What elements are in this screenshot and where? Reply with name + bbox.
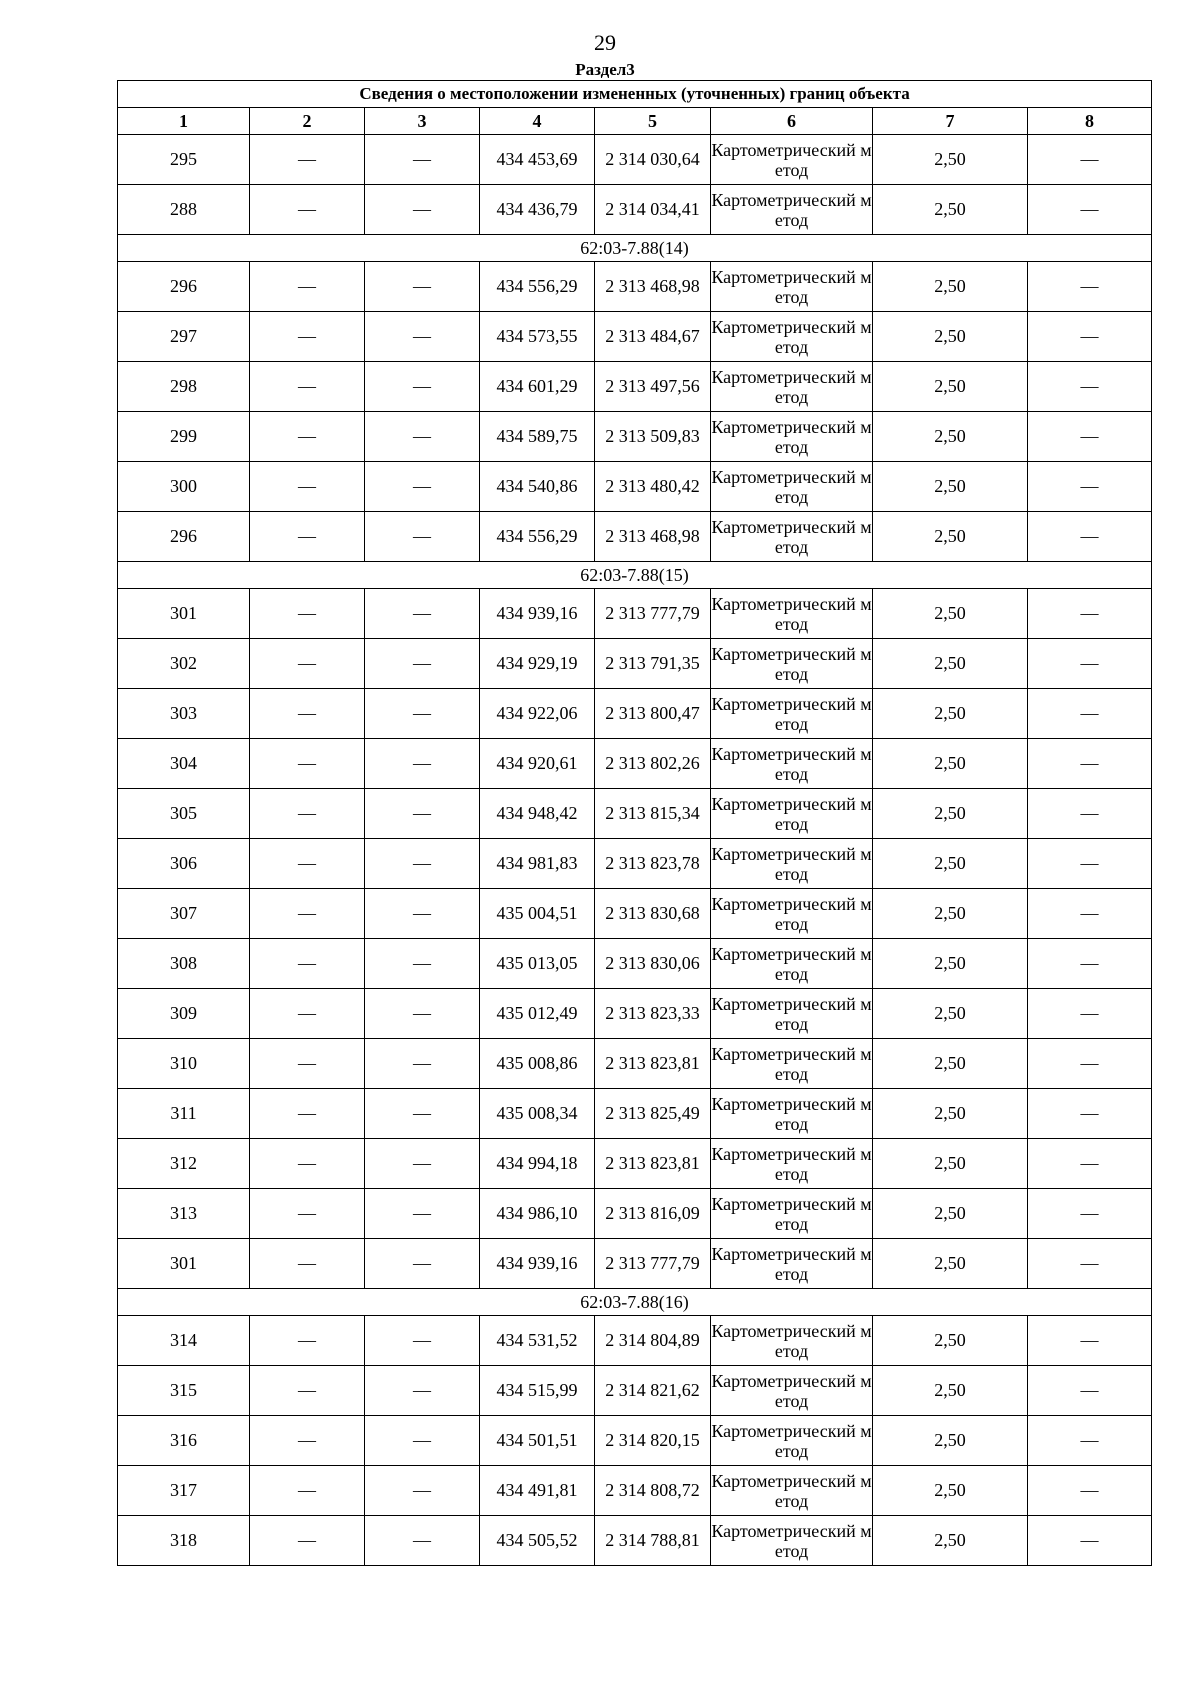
point-number-cell: 311 — [118, 1089, 250, 1139]
method-cell: Картометрический метод — [711, 1466, 873, 1516]
coordinate-x-cell: 434 981,83 — [480, 839, 595, 889]
accuracy-cell: 2,50 — [873, 262, 1028, 312]
coordinate-y-cell: 2 313 823,33 — [595, 989, 711, 1039]
coordinate-y-cell: 2 313 800,47 — [595, 689, 711, 739]
coordinate-x-cell: 435 008,86 — [480, 1039, 595, 1089]
column-header: 1 — [118, 108, 250, 135]
accuracy-cell: 2,50 — [873, 1466, 1028, 1516]
table-row — [118, 412, 1152, 462]
method-cell: Картометрический метод — [711, 989, 873, 1039]
coordinate-x-cell: 434 948,42 — [480, 789, 595, 839]
column-2-cell: — — [250, 889, 365, 939]
table-row — [118, 839, 1152, 889]
column-8-cell: — — [1028, 262, 1152, 312]
accuracy-cell: 2,50 — [873, 312, 1028, 362]
column-3-cell: — — [365, 1416, 480, 1466]
point-number-cell: 316 — [118, 1416, 250, 1466]
coordinate-x-cell: 434 436,79 — [480, 185, 595, 235]
method-cell: Картометрический метод — [711, 462, 873, 512]
table-row — [118, 789, 1152, 839]
method-cell: Картометрический метод — [711, 939, 873, 989]
coordinate-y-cell: 2 314 808,72 — [595, 1466, 711, 1516]
point-number-cell: 314 — [118, 1316, 250, 1366]
column-3-cell: — — [365, 1239, 480, 1289]
method-cell: Картометрический метод — [711, 1516, 873, 1566]
column-2-cell: — — [250, 689, 365, 739]
table-row — [118, 989, 1152, 1039]
method-cell: Картометрический метод — [711, 639, 873, 689]
column-8-cell: — — [1028, 1189, 1152, 1239]
column-8-cell: — — [1028, 1089, 1152, 1139]
column-2-cell: — — [250, 939, 365, 989]
point-number-cell: 300 — [118, 462, 250, 512]
accuracy-cell: 2,50 — [873, 1366, 1028, 1416]
column-3-cell: — — [365, 512, 480, 562]
coordinate-y-cell: 2 313 823,81 — [595, 1139, 711, 1189]
section-title: Раздел3 — [575, 60, 635, 79]
column-3-cell: — — [365, 589, 480, 639]
column-2-cell: — — [250, 739, 365, 789]
coordinate-y-cell: 2 313 823,81 — [595, 1039, 711, 1089]
table-row — [118, 1516, 1152, 1566]
coordinate-x-cell: 434 601,29 — [480, 362, 595, 412]
method-cell: Картометрический метод — [711, 1189, 873, 1239]
accuracy-cell: 2,50 — [873, 839, 1028, 889]
accuracy-cell: 2,50 — [873, 989, 1028, 1039]
point-number-cell: 301 — [118, 589, 250, 639]
column-3-cell: — — [365, 989, 480, 1039]
column-header: 5 — [595, 108, 711, 135]
method-cell: Картометрический метод — [711, 362, 873, 412]
group-label: 62:03-7.88(15) — [118, 562, 1152, 589]
table-row — [118, 462, 1152, 512]
column-2-cell: — — [250, 262, 365, 312]
coordinate-x-cell: 434 540,86 — [480, 462, 595, 512]
group-header-row — [118, 562, 1152, 589]
coordinate-y-cell: 2 313 468,98 — [595, 262, 711, 312]
point-number-cell: 295 — [118, 135, 250, 185]
coordinate-x-cell: 434 573,55 — [480, 312, 595, 362]
column-3-cell: — — [365, 789, 480, 839]
point-number-cell: 298 — [118, 362, 250, 412]
point-number-cell: 312 — [118, 1139, 250, 1189]
column-3-cell: — — [365, 462, 480, 512]
point-number-cell: 303 — [118, 689, 250, 739]
column-8-cell: — — [1028, 1316, 1152, 1366]
column-2-cell: — — [250, 989, 365, 1039]
column-header: 8 — [1028, 108, 1152, 135]
accuracy-cell: 2,50 — [873, 412, 1028, 462]
column-8-cell: — — [1028, 689, 1152, 739]
coordinate-x-cell: 434 589,75 — [480, 412, 595, 462]
table-row — [118, 1039, 1152, 1089]
method-cell: Картометрический метод — [711, 135, 873, 185]
method-cell: Картометрический метод — [711, 889, 873, 939]
point-number-cell: 305 — [118, 789, 250, 839]
accuracy-cell: 2,50 — [873, 589, 1028, 639]
column-3-cell: — — [365, 185, 480, 235]
coordinate-y-cell: 2 313 823,78 — [595, 839, 711, 889]
coordinate-x-cell: 435 008,34 — [480, 1089, 595, 1139]
point-number-cell: 301 — [118, 1239, 250, 1289]
accuracy-cell: 2,50 — [873, 1239, 1028, 1289]
column-2-cell: — — [250, 1139, 365, 1189]
method-cell: Картометрический метод — [711, 589, 873, 639]
column-2-cell: — — [250, 412, 365, 462]
column-2-cell: — — [250, 185, 365, 235]
coordinate-x-cell: 434 505,52 — [480, 1516, 595, 1566]
point-number-cell: 302 — [118, 639, 250, 689]
column-2-cell: — — [250, 1089, 365, 1139]
column-8-cell: — — [1028, 789, 1152, 839]
accuracy-cell: 2,50 — [873, 1189, 1028, 1239]
accuracy-cell: 2,50 — [873, 689, 1028, 739]
coordinates-table — [117, 80, 1152, 1566]
table-caption-row — [118, 81, 1152, 108]
column-2-cell: — — [250, 1416, 365, 1466]
accuracy-cell: 2,50 — [873, 135, 1028, 185]
column-3-cell: — — [365, 889, 480, 939]
accuracy-cell: 2,50 — [873, 1039, 1028, 1089]
method-cell: Картометрический метод — [711, 1366, 873, 1416]
table-row — [118, 185, 1152, 235]
accuracy-cell: 2,50 — [873, 889, 1028, 939]
column-8-cell: — — [1028, 889, 1152, 939]
accuracy-cell: 2,50 — [873, 639, 1028, 689]
column-3-cell: — — [365, 689, 480, 739]
page-number: 29 — [594, 30, 616, 55]
coordinate-y-cell: 2 314 804,89 — [595, 1316, 711, 1366]
column-8-cell: — — [1028, 362, 1152, 412]
column-8-cell: — — [1028, 412, 1152, 462]
point-number-cell: 299 — [118, 412, 250, 462]
point-number-cell: 317 — [118, 1466, 250, 1516]
coordinate-y-cell: 2 313 830,06 — [595, 939, 711, 989]
column-2-cell: — — [250, 789, 365, 839]
coordinate-x-cell: 434 939,16 — [480, 1239, 595, 1289]
column-3-cell: — — [365, 1089, 480, 1139]
coordinate-y-cell: 2 313 791,35 — [595, 639, 711, 689]
column-8-cell: — — [1028, 1139, 1152, 1189]
table-row — [118, 512, 1152, 562]
column-2-cell: — — [250, 639, 365, 689]
coordinate-y-cell: 2 313 480,42 — [595, 462, 711, 512]
coordinate-x-cell: 434 556,29 — [480, 512, 595, 562]
coordinate-y-cell: 2 313 815,34 — [595, 789, 711, 839]
coordinate-x-cell: 434 453,69 — [480, 135, 595, 185]
table-row — [118, 362, 1152, 412]
coordinate-y-cell: 2 314 030,64 — [595, 135, 711, 185]
column-8-cell: — — [1028, 1466, 1152, 1516]
column-8-cell: — — [1028, 989, 1152, 1039]
table-row — [118, 1089, 1152, 1139]
column-3-cell: — — [365, 362, 480, 412]
column-header: 3 — [365, 108, 480, 135]
column-2-cell: — — [250, 1316, 365, 1366]
method-cell: Картометрический метод — [711, 412, 873, 462]
coordinate-x-cell: 434 515,99 — [480, 1366, 595, 1416]
column-2-cell: — — [250, 462, 365, 512]
column-3-cell: — — [365, 839, 480, 889]
table-row — [118, 262, 1152, 312]
column-3-cell: — — [365, 412, 480, 462]
group-label: 62:03-7.88(16) — [118, 1289, 1152, 1316]
point-number-cell: 296 — [118, 262, 250, 312]
method-cell: Картометрический метод — [711, 1039, 873, 1089]
table-row — [118, 135, 1152, 185]
column-3-cell: — — [365, 1189, 480, 1239]
method-cell: Картометрический метод — [711, 689, 873, 739]
coordinate-y-cell: 2 313 825,49 — [595, 1089, 711, 1139]
coordinate-y-cell: 2 313 802,26 — [595, 739, 711, 789]
column-8-cell: — — [1028, 939, 1152, 989]
coordinate-x-cell: 434 929,19 — [480, 639, 595, 689]
coordinate-y-cell: 2 314 820,15 — [595, 1416, 711, 1466]
column-2-cell: — — [250, 1039, 365, 1089]
coordinate-x-cell: 435 013,05 — [480, 939, 595, 989]
accuracy-cell: 2,50 — [873, 1416, 1028, 1466]
column-header: 6 — [711, 108, 873, 135]
coordinate-x-cell: 434 491,81 — [480, 1466, 595, 1516]
table-row — [118, 312, 1152, 362]
accuracy-cell: 2,50 — [873, 512, 1028, 562]
method-cell: Картометрический метод — [711, 512, 873, 562]
coordinate-y-cell: 2 314 034,41 — [595, 185, 711, 235]
column-8-cell: — — [1028, 185, 1152, 235]
table-row — [118, 639, 1152, 689]
method-cell: Картометрический метод — [711, 1089, 873, 1139]
point-number-cell: 310 — [118, 1039, 250, 1089]
column-2-cell: — — [250, 312, 365, 362]
column-header: 2 — [250, 108, 365, 135]
table-row — [118, 1366, 1152, 1416]
column-2-cell: — — [250, 1189, 365, 1239]
coordinate-x-cell: 434 556,29 — [480, 262, 595, 312]
column-header: 4 — [480, 108, 595, 135]
coordinate-x-cell: 434 920,61 — [480, 739, 595, 789]
column-2-cell: — — [250, 1516, 365, 1566]
accuracy-cell: 2,50 — [873, 362, 1028, 412]
table-row — [118, 689, 1152, 739]
coordinate-y-cell: 2 313 816,09 — [595, 1189, 711, 1239]
accuracy-cell: 2,50 — [873, 1139, 1028, 1189]
column-3-cell: — — [365, 1039, 480, 1089]
table-row — [118, 889, 1152, 939]
column-header: 7 — [873, 108, 1028, 135]
method-cell: Картометрический метод — [711, 1416, 873, 1466]
group-header-row — [118, 1289, 1152, 1316]
table-row — [118, 1416, 1152, 1466]
column-2-cell: — — [250, 1466, 365, 1516]
accuracy-cell: 2,50 — [873, 185, 1028, 235]
table-row — [118, 939, 1152, 989]
coordinate-y-cell: 2 313 777,79 — [595, 1239, 711, 1289]
group-header-row — [118, 235, 1152, 262]
point-number-cell: 315 — [118, 1366, 250, 1416]
coordinate-x-cell: 434 986,10 — [480, 1189, 595, 1239]
column-3-cell: — — [365, 312, 480, 362]
column-3-cell: — — [365, 1316, 480, 1366]
column-3-cell: — — [365, 135, 480, 185]
column-8-cell: — — [1028, 1416, 1152, 1466]
accuracy-cell: 2,50 — [873, 1516, 1028, 1566]
coordinate-y-cell: 2 314 821,62 — [595, 1366, 711, 1416]
accuracy-cell: 2,50 — [873, 789, 1028, 839]
method-cell: Картометрический метод — [711, 789, 873, 839]
point-number-cell: 318 — [118, 1516, 250, 1566]
column-8-cell: — — [1028, 1366, 1152, 1416]
column-2-cell: — — [250, 512, 365, 562]
column-8-cell: — — [1028, 739, 1152, 789]
column-8-cell: — — [1028, 512, 1152, 562]
accuracy-cell: 2,50 — [873, 1316, 1028, 1366]
coordinate-y-cell: 2 313 777,79 — [595, 589, 711, 639]
column-2-cell: — — [250, 362, 365, 412]
table-row — [118, 589, 1152, 639]
column-8-cell: — — [1028, 639, 1152, 689]
accuracy-cell: 2,50 — [873, 462, 1028, 512]
table-row — [118, 1239, 1152, 1289]
column-8-cell: — — [1028, 589, 1152, 639]
coordinate-x-cell: 434 531,52 — [480, 1316, 595, 1366]
point-number-cell: 288 — [118, 185, 250, 235]
column-3-cell: — — [365, 1139, 480, 1189]
column-8-cell: — — [1028, 1039, 1152, 1089]
column-2-cell: — — [250, 135, 365, 185]
column-3-cell: — — [365, 1516, 480, 1566]
column-8-cell: — — [1028, 312, 1152, 362]
coordinate-y-cell: 2 313 830,68 — [595, 889, 711, 939]
table-row — [118, 739, 1152, 789]
method-cell: Картометрический метод — [711, 1239, 873, 1289]
column-3-cell: — — [365, 939, 480, 989]
column-3-cell: — — [365, 1466, 480, 1516]
table-row — [118, 1466, 1152, 1516]
coordinate-y-cell: 2 313 484,67 — [595, 312, 711, 362]
column-8-cell: — — [1028, 135, 1152, 185]
column-2-cell: — — [250, 1239, 365, 1289]
method-cell: Картометрический метод — [711, 312, 873, 362]
column-2-cell: — — [250, 589, 365, 639]
point-number-cell: 313 — [118, 1189, 250, 1239]
table-row — [118, 1189, 1152, 1239]
point-number-cell: 296 — [118, 512, 250, 562]
column-2-cell: — — [250, 839, 365, 889]
column-8-cell: — — [1028, 1516, 1152, 1566]
method-cell: Картометрический метод — [711, 839, 873, 889]
coordinate-x-cell: 434 994,18 — [480, 1139, 595, 1189]
coordinate-y-cell: 2 313 468,98 — [595, 512, 711, 562]
coordinate-y-cell: 2 314 788,81 — [595, 1516, 711, 1566]
table-caption: Сведения о местоположении измененных (уточненных) границ объекта — [118, 81, 1152, 108]
point-number-cell: 306 — [118, 839, 250, 889]
column-2-cell: — — [250, 1366, 365, 1416]
point-number-cell: 309 — [118, 989, 250, 1039]
coordinate-x-cell: 435 012,49 — [480, 989, 595, 1039]
coordinate-y-cell: 2 313 497,56 — [595, 362, 711, 412]
column-8-cell: — — [1028, 839, 1152, 889]
point-number-cell: 297 — [118, 312, 250, 362]
point-number-cell: 304 — [118, 739, 250, 789]
column-3-cell: — — [365, 1366, 480, 1416]
point-number-cell: 307 — [118, 889, 250, 939]
coordinate-x-cell: 434 922,06 — [480, 689, 595, 739]
method-cell: Картометрический метод — [711, 262, 873, 312]
table-row — [118, 1316, 1152, 1366]
table-header-row — [118, 108, 1152, 135]
accuracy-cell: 2,50 — [873, 1089, 1028, 1139]
table-body — [118, 81, 1152, 1566]
method-cell: Картометрический метод — [711, 1316, 873, 1366]
column-3-cell: — — [365, 262, 480, 312]
column-8-cell: — — [1028, 462, 1152, 512]
column-3-cell: — — [365, 639, 480, 689]
point-number-cell: 308 — [118, 939, 250, 989]
coordinate-x-cell: 434 939,16 — [480, 589, 595, 639]
method-cell: Картометрический метод — [711, 739, 873, 789]
column-8-cell: — — [1028, 1239, 1152, 1289]
method-cell: Картометрический метод — [711, 185, 873, 235]
group-label: 62:03-7.88(14) — [118, 235, 1152, 262]
column-3-cell: — — [365, 739, 480, 789]
method-cell: Картометрический метод — [711, 1139, 873, 1189]
coordinate-y-cell: 2 313 509,83 — [595, 412, 711, 462]
table-row — [118, 1139, 1152, 1189]
accuracy-cell: 2,50 — [873, 939, 1028, 989]
coordinate-x-cell: 435 004,51 — [480, 889, 595, 939]
coordinate-x-cell: 434 501,51 — [480, 1416, 595, 1466]
accuracy-cell: 2,50 — [873, 739, 1028, 789]
